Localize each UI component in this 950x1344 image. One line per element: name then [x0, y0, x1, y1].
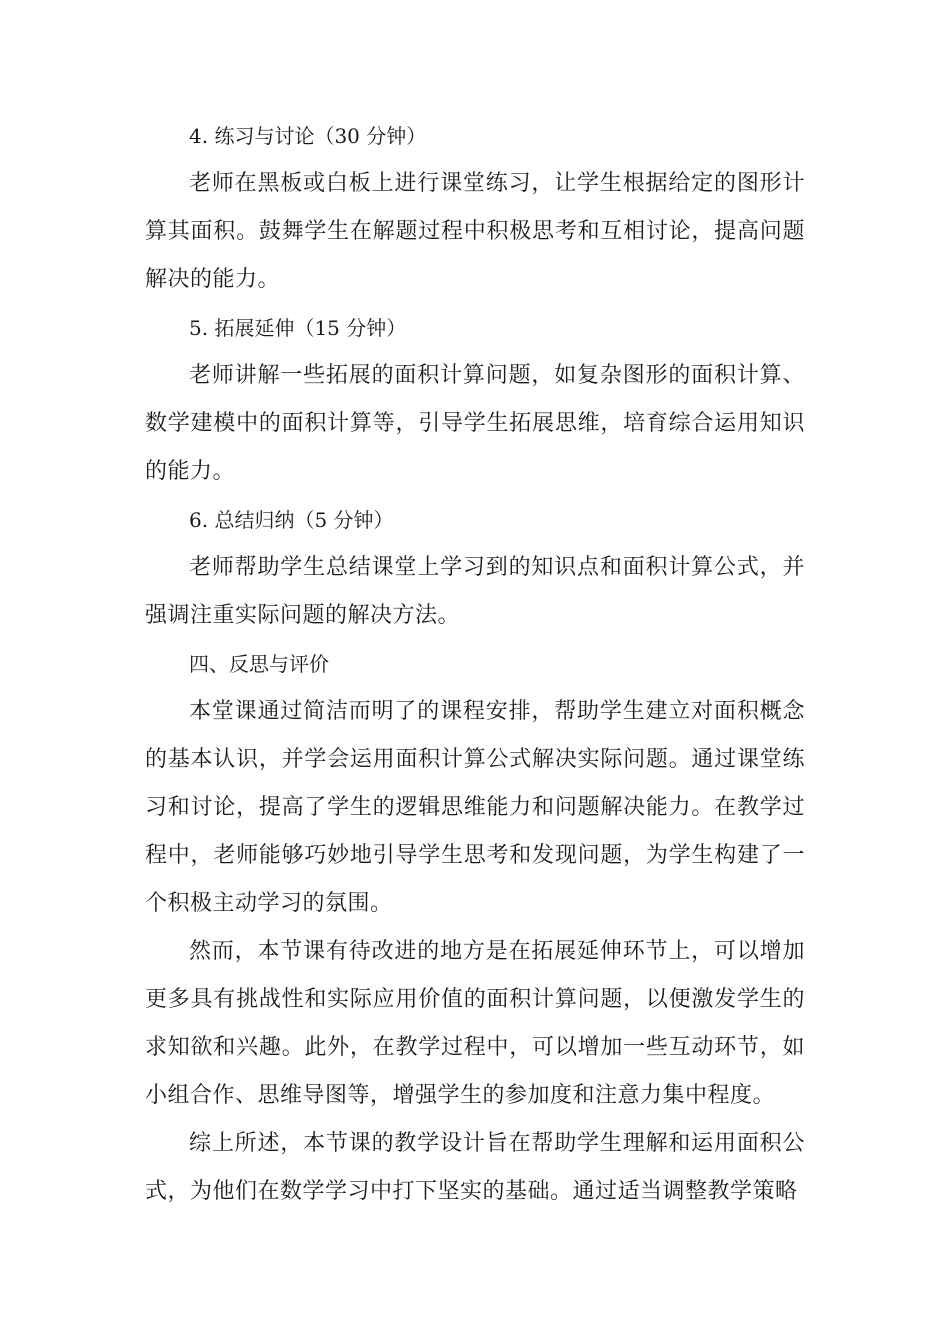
- paragraph-extension: 老师讲解一些拓展的面积计算问题，如复杂图形的面积计算、数学建模中的面积计算等，引导学生拓展思维，培育综合运用知识的能力。: [145, 363, 805, 484]
- paragraph-reflection-2: 然而，本节课有待改进的地方是在拓展延伸环节上，可以增加更多具有挑战性和实际应用价值的面积计算问题，以便激发学生的求知欲和兴趣。此外，在教学过程中，可以增加一些互动环节，如小组合作、思维导图等，增强学生的参加度和注意力集中程度。: [145, 939, 805, 1108]
- section-heading-practice: 4. 练习与讨论（30 分钟）: [189, 124, 427, 148]
- section-heading-extension: 5. 拓展延伸（15 分钟）: [189, 316, 407, 340]
- paragraph-reflection-1: 本堂课通过简洁而明了的课程安排，帮助学生建立对面积概念的基本认识，并学会运用面积计算公式解决实际问题。通过课堂练习和讨论，提高了学生的逻辑思维能力和问题解决能力。在教学过程中，老师能够巧妙地引导学生思考和发现问题，为学生构建了一个积极主动学习的氛围。: [145, 699, 805, 916]
- paragraph-reflection-3: 综上所述，本节课的教学设计旨在帮助学生理解和运用面积公式，为他们在数学学习中打下坚实的基础。通过适当调整教学策略: [145, 1131, 805, 1204]
- paragraph-summary: 老师帮助学生总结课堂上学习到的知识点和面积计算公式，并强调注重实际问题的解决方法。: [145, 555, 805, 628]
- paragraph-practice: 老师在黑板或白板上进行课堂练习，让学生根据给定的图形计算其面积。鼓舞学生在解题过程中积极思考和互相讨论，提高问题解决的能力。: [145, 171, 805, 292]
- section-heading-summary: 6. 总结归纳（5 分钟）: [189, 508, 394, 532]
- section-heading-reflection: 四、反思与评价: [189, 652, 329, 676]
- document-body: [145, 112, 805, 1216]
